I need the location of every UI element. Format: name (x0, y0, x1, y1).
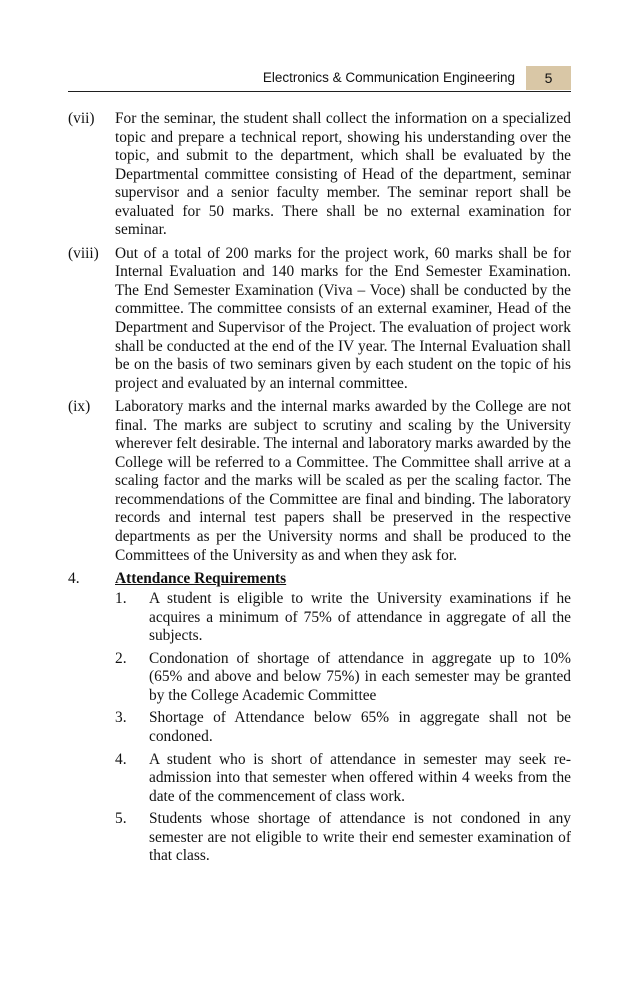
item-text: A student is eligible to write the University examinations if he acquires a minimum of 75% of attendance in aggregate of all the subjects. (149, 590, 571, 645)
item-number: 5. (115, 810, 127, 828)
rule-viii (68, 245, 571, 393)
attendance-item (68, 650, 571, 706)
rule-text: For the seminar, the student shall collect the information on a specialized topic and prepare a technical report, showing his understanding over the topic, and submit to the department, which shall be evaluated by the Departmental committee consisting of Head of the department, seminar supervisor and a senior faculty member. The seminar report shall be evaluated for 50 marks. There shall be no external examination for seminar. (115, 110, 571, 239)
page-header (68, 66, 571, 92)
section-heading (68, 570, 571, 590)
item-text: Shortage of Attendance below 65% in aggregate shall not be condoned. (149, 709, 571, 745)
rule-number: (ix) (68, 398, 91, 416)
item-text: A student who is short of attendance in semester may seek re-admission into that semester when offered within 4 weeks from the date of the commencement of class work. (149, 750, 571, 805)
item-number: 3. (115, 709, 127, 727)
page-number: 5 (526, 66, 571, 90)
rule-text: Out of a total of 200 marks for the project work, 60 marks shall be for Internal Evaluation and 140 marks for the End Semester Examination. The End Semester Examination (Viva – Voce) shall be conducted by the committee. The committee consists of an external examiner, Head of the Department and Supervisor of the Project. The evaluation of project work shall be conducted at the end of the IV year. The Internal Evaluation shall be on the basis of two seminars given by each student on the topic of his project and evaluated by an internal committee. (115, 244, 571, 392)
section-number: 4. (68, 570, 80, 588)
rule-number: (vii) (68, 110, 95, 127)
item-text: Condonation of shortage of attendance in aggregate up to 10% (65% and above and below 75%) in each semester may be granted by the College Academic Committee (149, 649, 571, 704)
header-title: Electronics & Communication Engineering (262, 70, 515, 85)
document-body (68, 110, 571, 870)
attendance-item (68, 810, 571, 866)
attendance-item (68, 590, 571, 646)
rule-text: Laboratory marks and the internal marks awarded by the College are not final. The marks are subject to scrutiny and scaling by the University wherever felt desirable. The internal and laboratory marks awarded by the College will be referred to a Committee. The Committee shall arrive at a scaling factor and the marks will be scaled as per the scaling factor. The recommendations of the Committee are final and binding. The laboratory records and internal test papers shall be preserved in the respective departments as per the University norms and shall be produced to the Committees of the University as and when they ask for. (115, 398, 571, 564)
item-number: 4. (115, 750, 127, 768)
item-number: 1. (115, 590, 127, 608)
rule-vii (68, 110, 571, 240)
item-number: 2. (115, 649, 127, 667)
item-text: Students whose shortage of attendance is not condoned in any semester are not eligible to write their end semester examination of that class. (149, 810, 571, 865)
attendance-item (68, 709, 571, 746)
rule-number: (viii) (68, 244, 99, 262)
rule-ix (68, 398, 571, 565)
section-title: Attendance Requirements (115, 570, 287, 588)
attendance-item (68, 751, 571, 807)
